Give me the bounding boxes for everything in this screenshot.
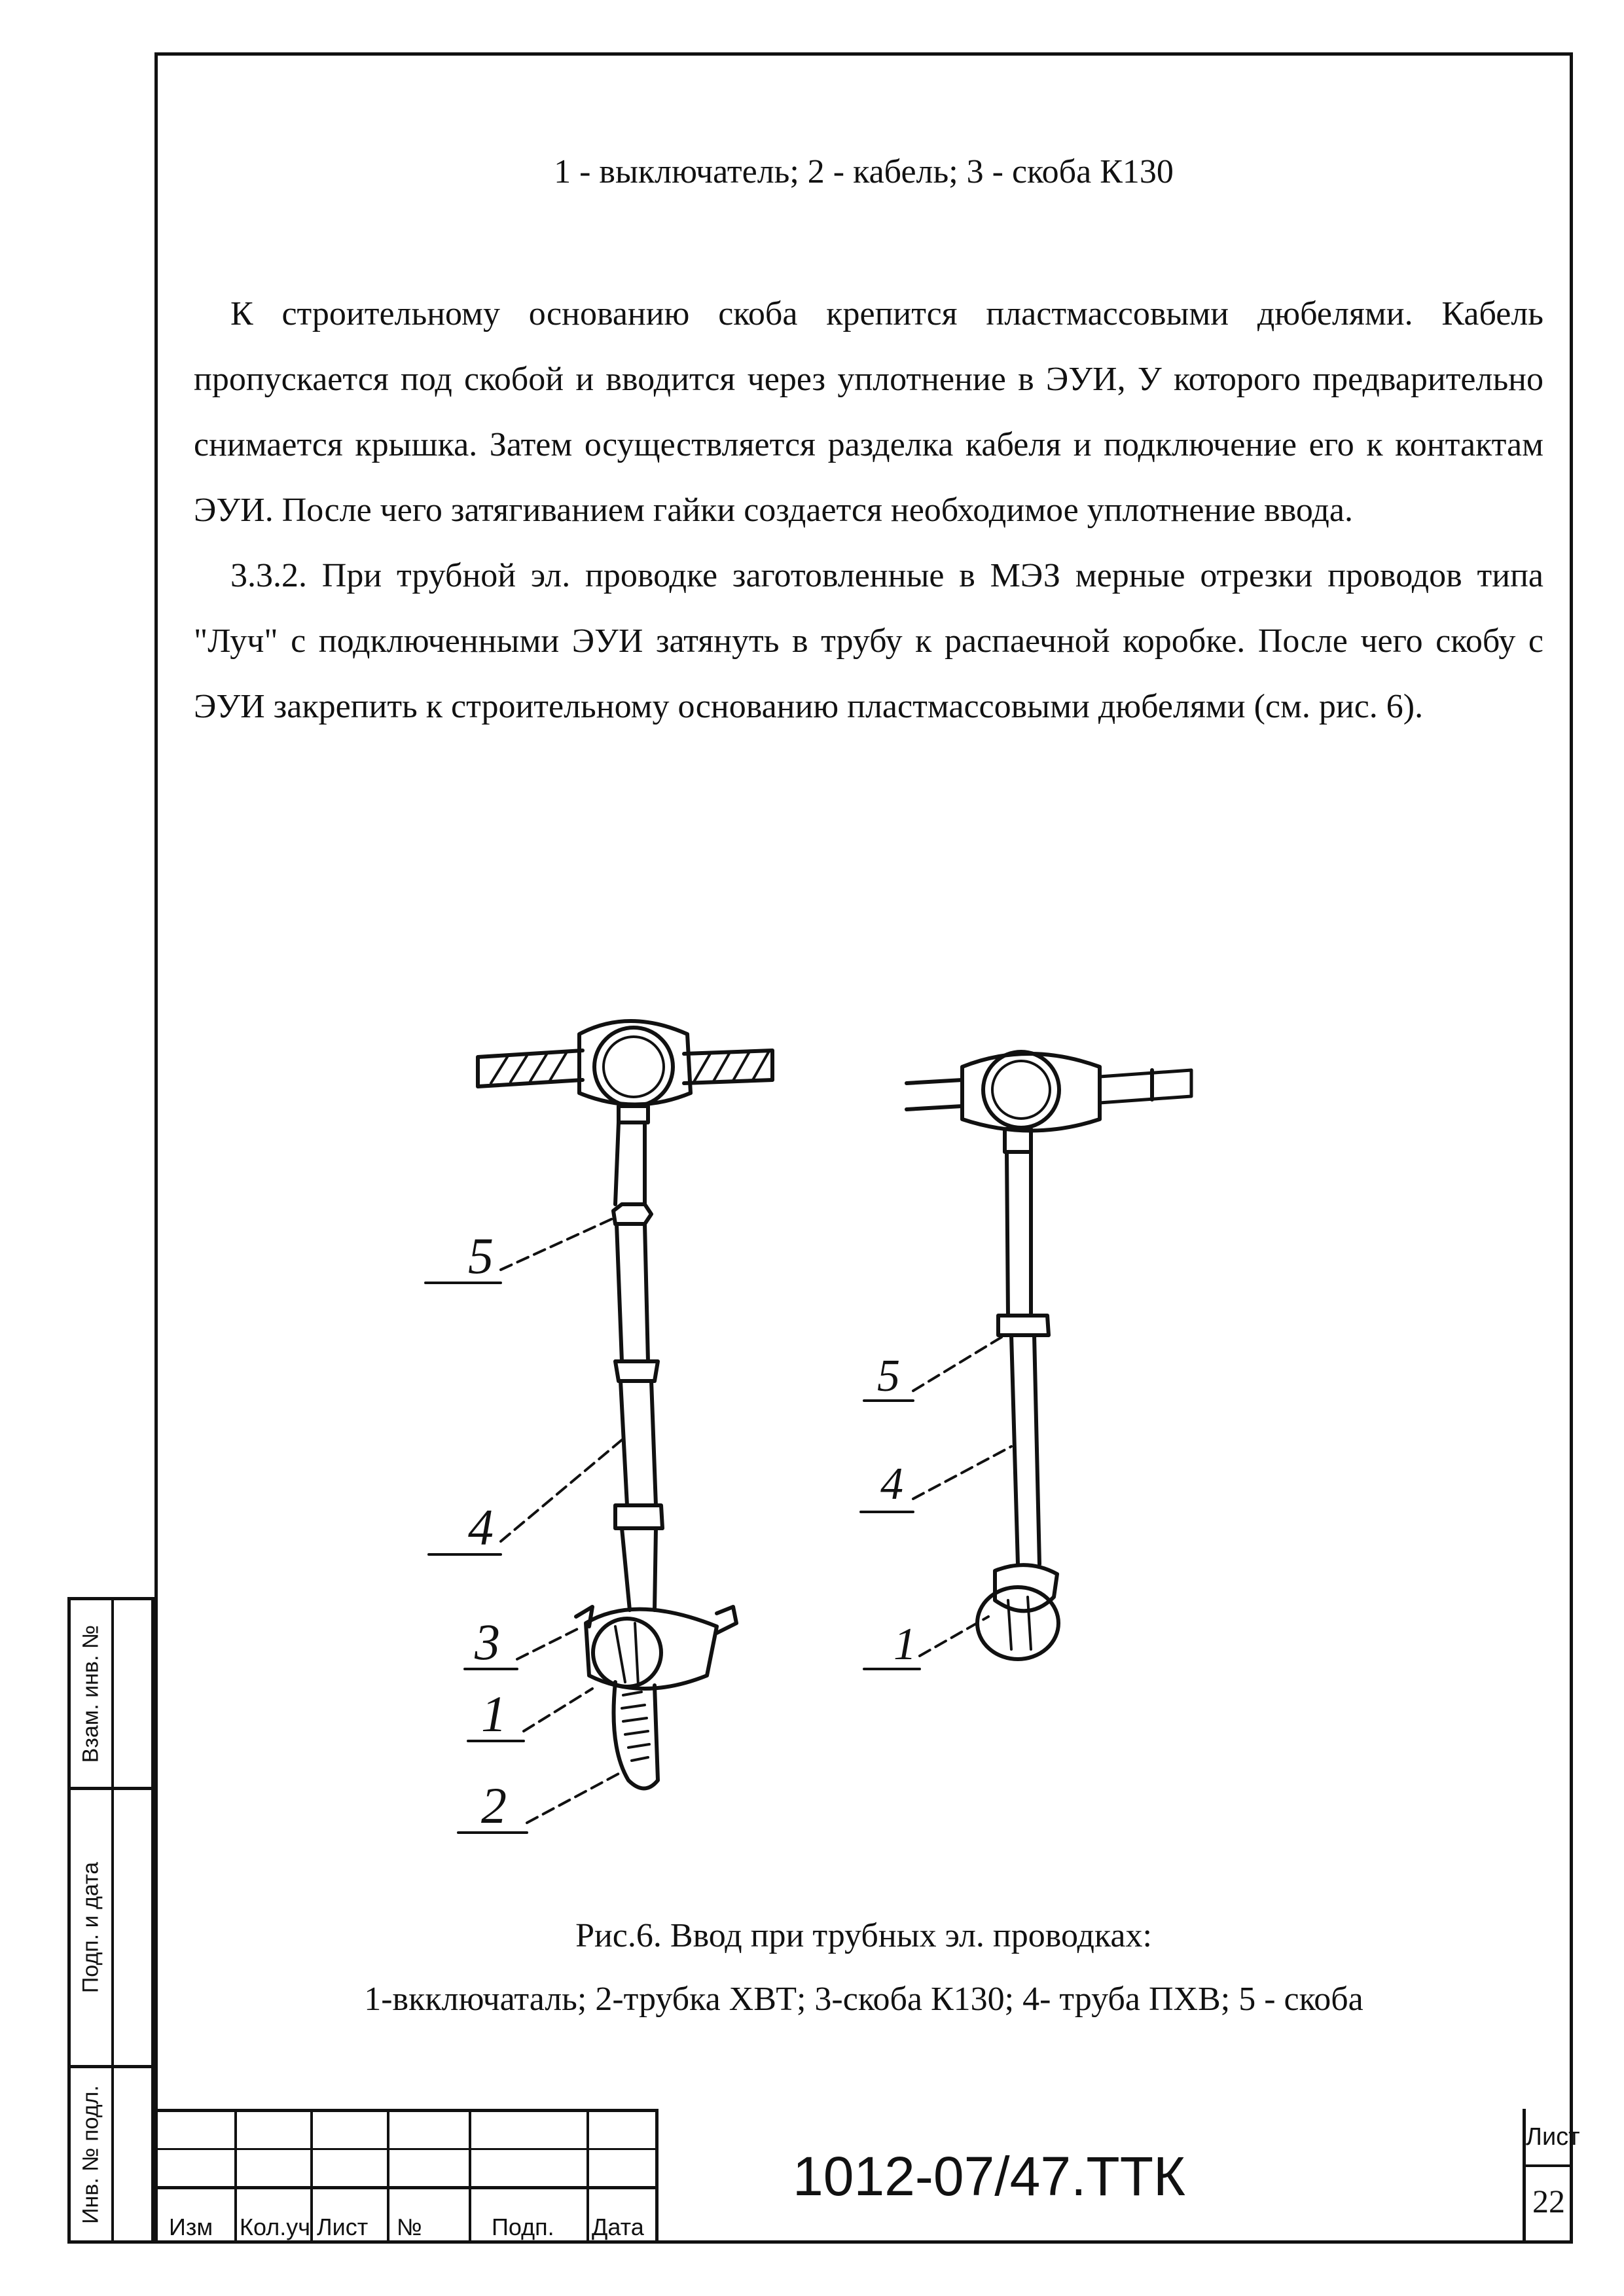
- paragraph-2: 3.3.2. При трубной эл. проводке заготовленные в МЭЗ мерные отрезки проводов типа "Луч" с подключенными ЭУИ затянуть в трубу к распаечной коробке. После чего скобу с ЭУИ закрепить к строительному основанию пластмассовыми дюбелями (см. рис. 6).: [194, 557, 1543, 725]
- side-label-podp: Подп. и дата: [78, 1861, 103, 1994]
- sheet-number: 22: [1532, 2183, 1565, 2219]
- previous-figure-caption: 1 - выключатель; 2 - кабель; 3 - скоба К130: [554, 153, 1174, 190]
- figure-caption-legend: 1-вкключаталь; 2-трубка ХВТ; 3-скоба К130; 4- труба ПХВ; 5 - скоба: [364, 1981, 1363, 2018]
- figure-6-drawing: [419, 995, 1335, 1898]
- left-assembly: [478, 1021, 772, 1789]
- figure-caption-title: Рис.6. Ввод при трубных эл. проводках:: [575, 1917, 1152, 1954]
- side-label-inv: Инв. № подл.: [78, 2085, 103, 2224]
- side-stamp-podp: [67, 1787, 154, 2068]
- right-label-1: 1: [893, 1619, 916, 1670]
- left-label-5: 5: [468, 1227, 494, 1284]
- side-label-vzam: Взам. инв. №: [78, 1624, 103, 1763]
- left-label-1: 1: [481, 1685, 507, 1742]
- body-text: [194, 281, 1543, 740]
- stamp-header-list: Лист: [317, 2214, 369, 2240]
- stamp-header-izm: Изм: [169, 2214, 213, 2240]
- right-assembly: [907, 1052, 1191, 1659]
- document-number: 1012-07/47.ТТК: [793, 2145, 1185, 2207]
- stamp-header-kol: Кол.уч: [240, 2214, 310, 2240]
- right-label-4: 4: [880, 1459, 903, 1509]
- title-block: [154, 2109, 1580, 2244]
- stamp-header-num: №: [397, 2214, 422, 2240]
- side-stamp-vzam: [67, 1597, 154, 1790]
- stamp-header-podp: Подп.: [492, 2214, 554, 2240]
- right-label-5: 5: [877, 1351, 900, 1401]
- stamp-header-data: Дата: [592, 2214, 644, 2240]
- left-label-2: 2: [481, 1777, 507, 1834]
- paragraph-1: К строительному основанию скоба крепится пластмассовыми дюбелями. Кабель пропускается под скобой и вводится через уплотнение в ЭУИ, У которого предварительно снимается крышка. Затем осуществляется разделка кабеля и подключение его к контактам ЭУИ. После чего затягиванием гайки создается необходимое уплотнение ввода.: [194, 295, 1543, 529]
- sheet-label: Лист: [1526, 2123, 1580, 2151]
- left-label-4: 4: [468, 1499, 494, 1556]
- side-stamp-inv: [67, 2065, 154, 2244]
- left-label-3: 3: [475, 1613, 500, 1670]
